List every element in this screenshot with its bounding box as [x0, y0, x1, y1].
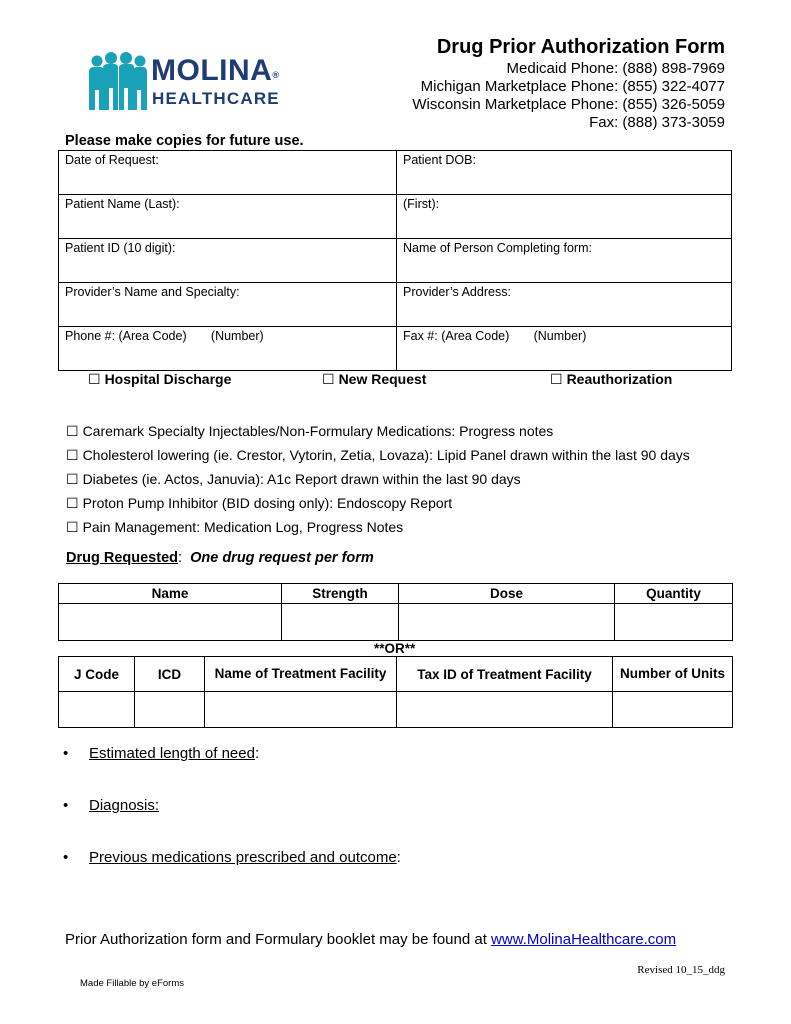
patient-dob-field[interactable]: Patient DOB: [397, 151, 732, 195]
documentation-checklist [66, 419, 690, 539]
jcode-table [58, 656, 733, 728]
checkbox-icon[interactable]: ☐ [550, 371, 563, 387]
facility-name-cell[interactable] [205, 692, 397, 728]
hospital-discharge-option[interactable]: ☐ Hospital Discharge [88, 371, 232, 387]
checkbox-icon[interactable]: ☐ [66, 423, 79, 439]
revised-label: Revised 10_15_ddg [637, 964, 725, 976]
patient-last-name-field[interactable]: Patient Name (Last): [59, 195, 397, 239]
molina-website-link[interactable]: www.MolinaHealthcare.com [491, 931, 677, 948]
fax-field[interactable]: Fax #: (Area Code) (Number) [397, 327, 732, 371]
provider-address-field[interactable]: Provider’s Address: [397, 283, 732, 327]
wisconsin-phone: Wisconsin Marketplace Phone: (855) 326-5059 [412, 96, 725, 113]
person-completing-field[interactable]: Name of Person Completing form: [397, 239, 732, 283]
bullet-icon: • [63, 849, 69, 866]
number-of-units-header: Number of Units [613, 657, 733, 692]
patient-id-field[interactable]: Patient ID (10 digit): [59, 239, 397, 283]
jcode-header: J Code [59, 657, 135, 692]
drug-name-cell[interactable] [59, 604, 282, 641]
doc-item-caremark[interactable]: ☐ Caremark Specialty Injectables/Non-Formulary Medications: Progress notes [66, 423, 554, 439]
doc-item-pain-management[interactable]: ☐ Pain Management: Medication Log, Progress Notes [66, 519, 404, 535]
icd-header: ICD [135, 657, 205, 692]
number-of-units-cell[interactable] [613, 692, 733, 728]
fillable-credit: Made Fillable by eForms [80, 978, 185, 989]
drug-name-header: Name [59, 584, 282, 604]
date-of-request-field[interactable]: Date of Request: [59, 151, 397, 195]
molina-people-icon [86, 52, 150, 116]
tax-id-header: Tax ID of Treatment Facility [397, 657, 613, 692]
fax-number: Fax: (888) 373-3059 [589, 114, 725, 131]
checkbox-icon[interactable]: ☐ [322, 371, 335, 387]
logo-subname: HEALTHCARE [152, 89, 280, 108]
patient-first-name-field[interactable]: (First): [397, 195, 732, 239]
medicaid-phone: Medicaid Phone: (888) 898-7969 [506, 60, 725, 77]
drug-table [58, 583, 733, 641]
icd-cell[interactable] [135, 692, 205, 728]
estimated-length-item[interactable]: • Estimated length of need: [63, 745, 260, 762]
checkbox-icon[interactable]: ☐ [66, 447, 79, 463]
drug-strength-cell[interactable] [282, 604, 399, 641]
provider-name-field[interactable]: Provider’s Name and Specialty: [59, 283, 397, 327]
phone-field[interactable]: Phone #: (Area Code) (Number) [59, 327, 397, 371]
drug-dose-header: Dose [399, 584, 615, 604]
drug-dose-cell[interactable] [399, 604, 615, 641]
drug-requested-heading: Drug Requested: One drug request per form [66, 550, 374, 566]
doc-item-diabetes[interactable]: ☐ Diabetes (ie. Actos, Januvia): A1c Report drawn within the last 90 days [66, 471, 521, 487]
copies-note: Please make copies for future use. [65, 133, 304, 149]
bullet-icon: • [63, 797, 69, 814]
checkbox-icon[interactable]: ☐ [66, 519, 79, 535]
diagnosis-item[interactable]: • Diagnosis: [63, 797, 160, 814]
jcode-cell[interactable] [59, 692, 135, 728]
checkbox-icon[interactable]: ☐ [66, 495, 79, 511]
new-request-option[interactable]: ☐ New Request [322, 371, 427, 387]
reauthorization-option[interactable]: ☐ Reauthorization [550, 371, 673, 387]
previous-medications-item[interactable]: • Previous medications prescribed and outcome: [63, 849, 401, 866]
form-title: Drug Prior Authorization Form [436, 36, 725, 58]
facility-name-header: Name of Treatment Facility [205, 657, 397, 692]
checkbox-icon[interactable]: ☐ [88, 371, 101, 387]
drug-quantity-header: Quantity [615, 584, 733, 604]
patient-info-table [58, 150, 732, 371]
doc-item-cholesterol[interactable]: ☐ Cholesterol lowering (ie. Crestor, Vytorin, Zetia, Lovaza): Lipid Panel drawn within the last 90 days [66, 447, 690, 463]
tax-id-cell[interactable] [397, 692, 613, 728]
drug-quantity-cell[interactable] [615, 604, 733, 641]
or-separator: **OR** [374, 641, 416, 656]
checkbox-icon[interactable]: ☐ [66, 471, 79, 487]
footer-note: Prior Authorization form and Formulary booklet may be found at www.MolinaHealthcare.com [65, 931, 677, 948]
doc-item-ppi[interactable]: ☐ Proton Pump Inhibitor (BID dosing only): Endoscopy Report [66, 495, 453, 511]
bullet-icon: • [63, 745, 69, 762]
michigan-phone: Michigan Marketplace Phone: (855) 322-4077 [420, 78, 725, 95]
logo-name: MOLINA® [151, 54, 280, 87]
drug-strength-header: Strength [282, 584, 399, 604]
